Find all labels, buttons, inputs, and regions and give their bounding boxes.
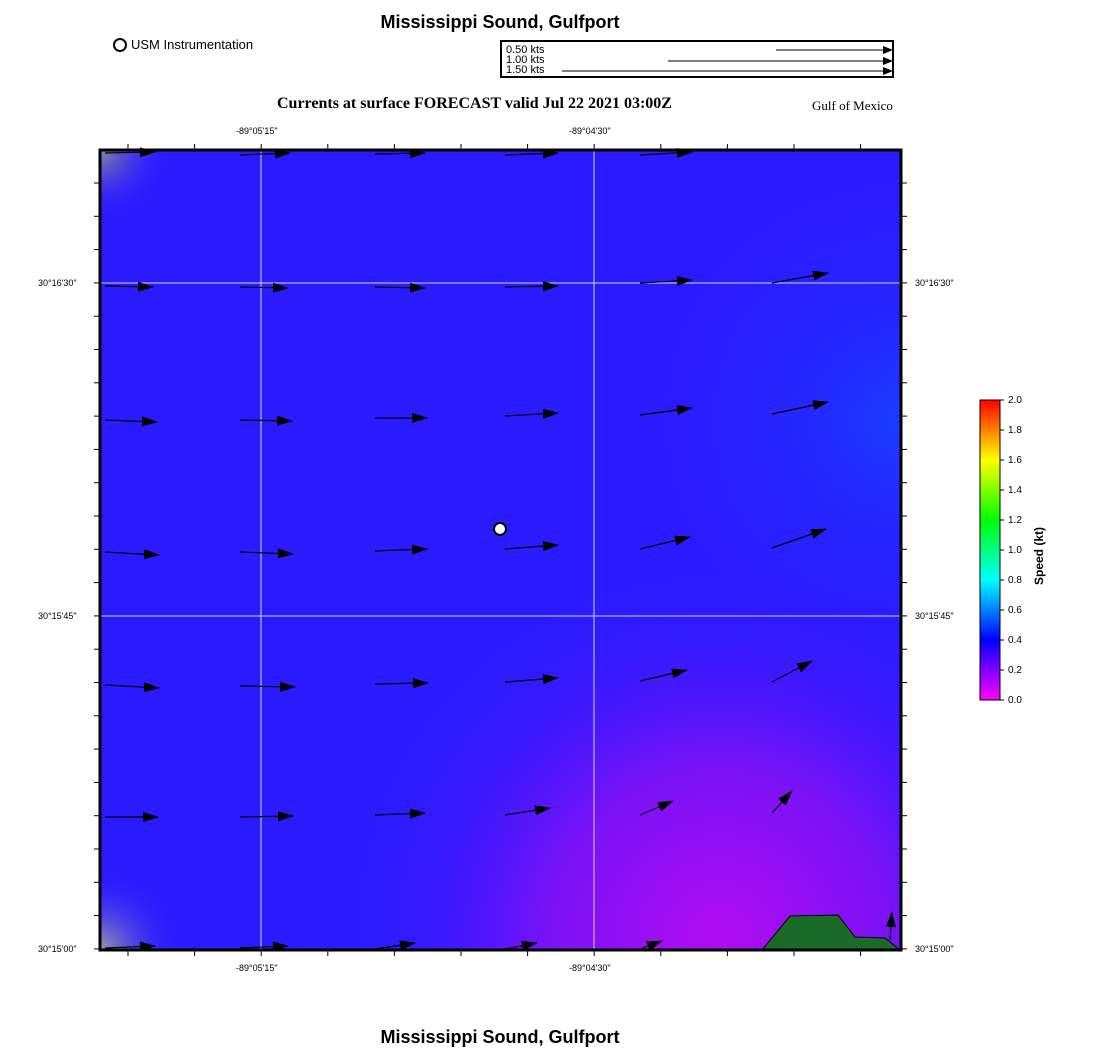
- scale-label-1: 1.00 kts: [506, 54, 545, 66]
- colorbar-ticks: [1000, 395, 1022, 706]
- colorbar-tick-label: 0.0: [1008, 695, 1022, 706]
- instrument-legend-label: USM Instrumentation: [131, 37, 254, 52]
- colorbar-tick-label: 1.2: [1008, 515, 1022, 526]
- lon-tick-bottom-2: -89°04'30": [569, 963, 611, 973]
- speed-field: [100, 150, 901, 950]
- lat-tick-right-3: 30°15'00": [915, 944, 954, 954]
- lon-tick-top-2: -89°04'30": [569, 126, 611, 136]
- scale-label-2: 1.50 kts: [506, 64, 545, 76]
- scale-label-0: 0.50 kts: [506, 44, 545, 56]
- colorbar-tick-label: 0.2: [1008, 665, 1022, 676]
- lon-tick-bottom-1: -89°05'15": [236, 963, 278, 973]
- usm-station-marker[interactable]: [494, 523, 506, 535]
- colorbar-tick-label: 0.4: [1008, 635, 1022, 646]
- region-label: Gulf of Mexico: [812, 98, 893, 113]
- colorbar-tick-label: 1.8: [1008, 425, 1022, 436]
- colorbar-tick-label: 2.0: [1008, 395, 1022, 406]
- colorbar-tick-label: 0.8: [1008, 575, 1022, 586]
- colorbar-title: Speed (kt): [1032, 526, 1046, 585]
- lat-tick-right-1: 30°16'30": [915, 278, 954, 288]
- colorbar-tick-label: 1.0: [1008, 545, 1022, 556]
- colorbar-tick-label: 1.6: [1008, 455, 1022, 466]
- lat-tick-left-1: 30°16'30": [38, 278, 77, 288]
- lat-tick-left-3: 30°15'00": [38, 944, 77, 954]
- speed-colorbar: [970, 390, 1030, 710]
- lon-tick-top-1: -89°05'15": [236, 126, 278, 136]
- colorbar-gradient: [980, 400, 1000, 700]
- colorbar-tick-label: 0.6: [1008, 605, 1022, 616]
- lat-tick-right-2: 30°15'45": [915, 611, 954, 621]
- footer-title: Mississippi Sound, Gulfport: [380, 1027, 620, 1047]
- forecast-subtitle: Currents at surface FORECAST valid Jul 22 2021 03:00Z: [277, 95, 672, 112]
- lat-tick-left-2: 30°15'45": [38, 611, 77, 621]
- colorbar-tick-label: 1.4: [1008, 485, 1022, 496]
- map-title: Mississippi Sound, Gulfport: [380, 12, 620, 32]
